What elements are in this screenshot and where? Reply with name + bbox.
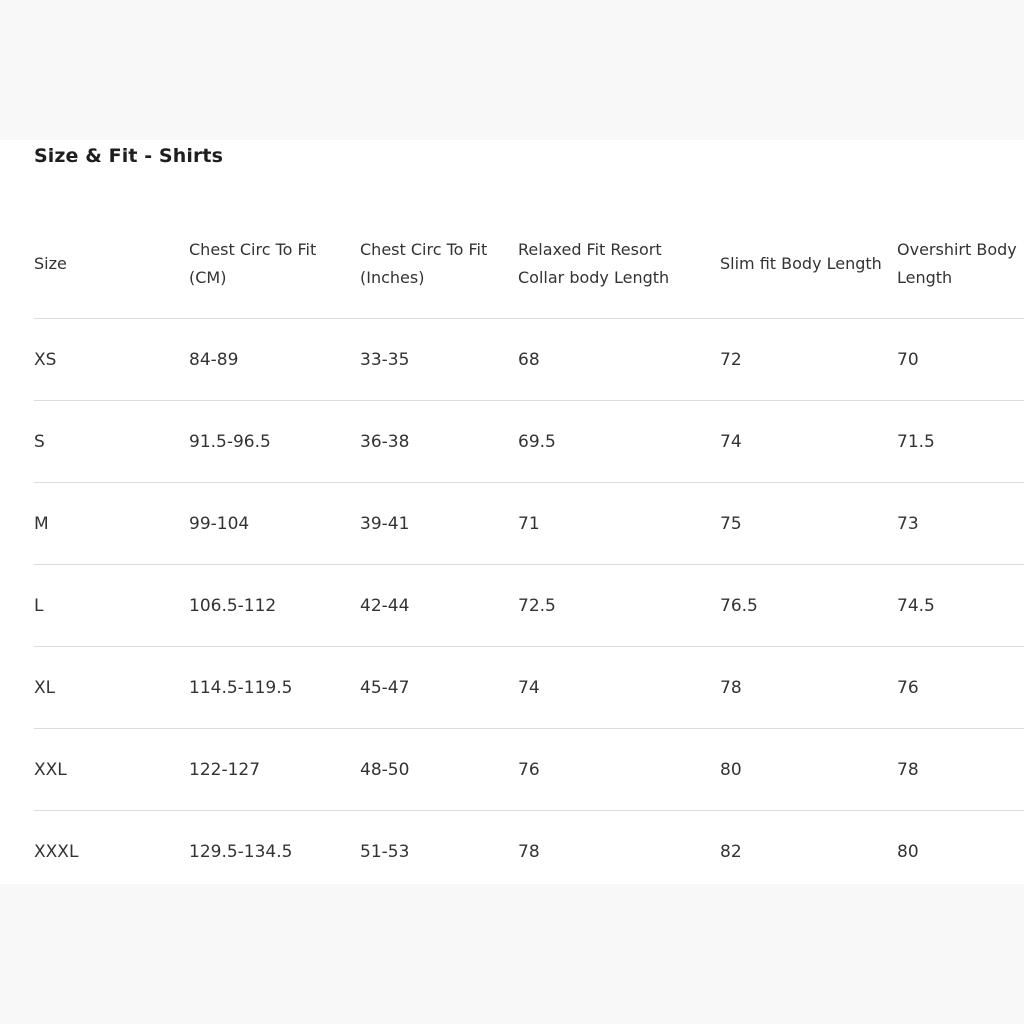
table-cell: 78 — [720, 647, 897, 729]
table-cell: 84-89 — [189, 319, 360, 401]
table-row — [34, 319, 1024, 401]
table-cell: 91.5-96.5 — [189, 401, 360, 483]
table-cell: 39-41 — [360, 483, 518, 565]
table-cell: S — [34, 401, 189, 483]
table-row — [34, 811, 1024, 893]
table-header-row — [34, 210, 1024, 319]
table-cell: 69.5 — [518, 401, 720, 483]
table-cell: 72.5 — [518, 565, 720, 647]
table-cell: 36-38 — [360, 401, 518, 483]
column-header-overshirt-length: Overshirt Body Length — [897, 210, 1024, 319]
table-row — [34, 565, 1024, 647]
table-cell: 33-35 — [360, 319, 518, 401]
table-cell: 48-50 — [360, 729, 518, 811]
table-cell: 129.5-134.5 — [189, 841, 293, 862]
table-cell: 80 — [720, 729, 897, 811]
table-cell: 70 — [897, 319, 1024, 401]
table-cell: 76 — [897, 647, 1024, 729]
table-cell: 80 — [897, 841, 919, 862]
table-cell: 82 — [720, 841, 742, 862]
column-header-relaxed-fit-length: Relaxed Fit Resort Collar body Length — [518, 210, 720, 319]
table-cell: XL — [34, 647, 189, 729]
column-header-size: Size — [34, 210, 189, 319]
table-row — [34, 729, 1024, 811]
table-cell: 71 — [518, 483, 720, 565]
table-cell: 73 — [897, 483, 1024, 565]
table-cell: 122-127 — [189, 729, 360, 811]
table-cell: XS — [34, 319, 189, 401]
table-cell: 76 — [518, 729, 720, 811]
table-row — [34, 401, 1024, 483]
table-cell: 78 — [897, 729, 1024, 811]
table-cell: XXL — [34, 729, 189, 811]
table-cell: 78 — [518, 841, 540, 862]
table-row — [34, 483, 1024, 565]
table-cell: 106.5-112 — [189, 565, 360, 647]
table-cell: 74.5 — [897, 565, 1024, 647]
table-cell: 72 — [720, 319, 897, 401]
table-cell: 74 — [518, 647, 720, 729]
size-chart-table — [34, 210, 1024, 892]
table-cell: 74 — [720, 401, 897, 483]
column-header-slim-fit-length: Slim fit Body Length — [720, 210, 897, 319]
page-title: Size & Fit - Shirts — [34, 145, 224, 167]
table-cell: 114.5-119.5 — [189, 647, 360, 729]
table-cell: 68 — [518, 319, 720, 401]
table-cell: 75 — [720, 483, 897, 565]
table-row — [34, 647, 1024, 729]
table-cell: M — [34, 483, 189, 565]
table-cell: 45-47 — [360, 647, 518, 729]
column-header-chest-inches: Chest Circ To Fit (Inches) — [360, 210, 518, 319]
table-cell: 76.5 — [720, 565, 897, 647]
column-header-chest-cm: Chest Circ To Fit (CM) — [189, 210, 360, 319]
table-cell: 42-44 — [360, 565, 518, 647]
table-cell: XXXL — [34, 841, 79, 862]
table-cell: L — [34, 565, 189, 647]
table-cell: 51-53 — [360, 841, 410, 862]
table-cell: 71.5 — [897, 401, 1024, 483]
table-cell: 99-104 — [189, 483, 360, 565]
